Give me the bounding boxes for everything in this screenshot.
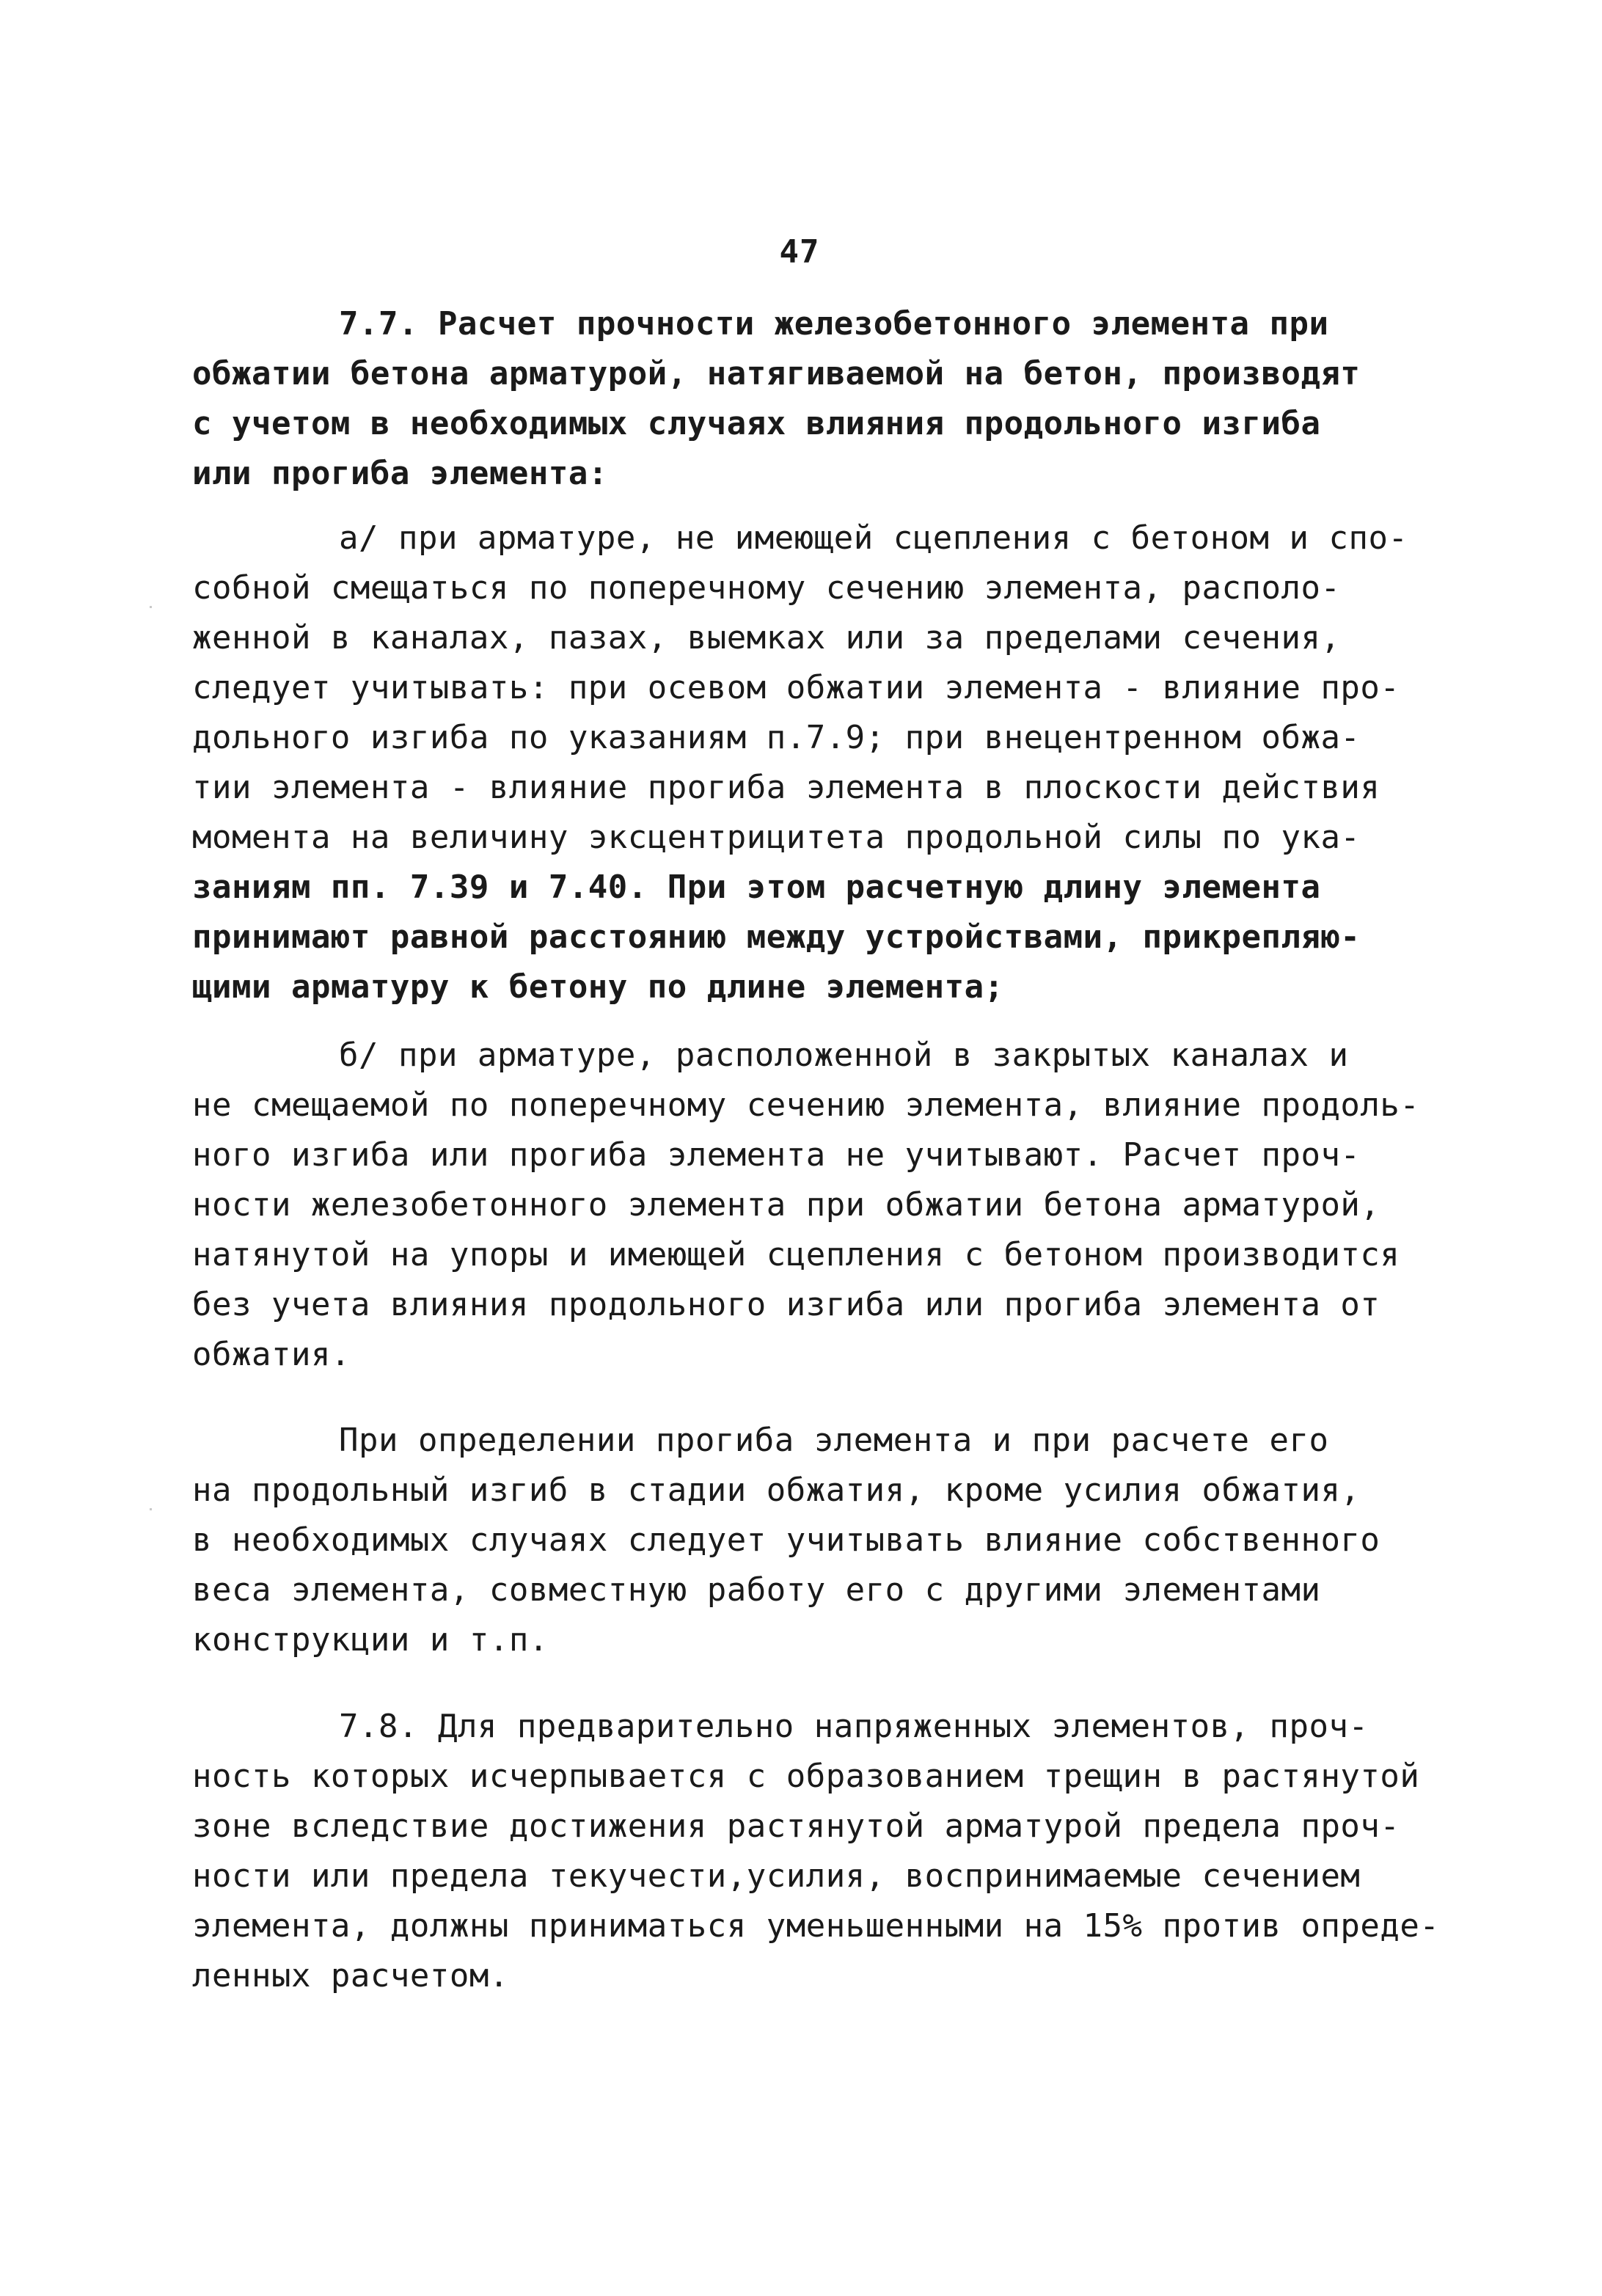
text-line: обжатии бетона арматурой, натягиваемой на бетон, производят: [192, 355, 1361, 392]
paragraph-a: [192, 513, 1439, 1012]
paragraph-7-7: [192, 299, 1439, 499]
paragraph-7-8: [192, 1702, 1439, 2001]
text-line: дольного изгиба по указаниям п.7.9; при внецентренном обжа-: [192, 719, 1361, 756]
text-line: зоне вследствие достижения растянутой арматурой предела проч-: [192, 1807, 1400, 1845]
text-line: на продольный изгиб в стадии обжатия, кроме усилия обжатия,: [192, 1471, 1361, 1509]
text-line: конструкции и т.п.: [192, 1621, 549, 1659]
text-line: При определении прогиба элемента и при расчете его: [339, 1422, 1329, 1459]
text-line: собной смещаться по поперечному сечению элемента, располо-: [192, 569, 1341, 607]
paragraph-b: [192, 1031, 1439, 1380]
text-line: веса элемента, совместную работу его с другими элементами: [192, 1571, 1321, 1609]
text-line: ность которых исчерпывается с образованием трещин в растянутой: [192, 1758, 1420, 1795]
text-line: ности железобетонного элемента при обжатии бетона арматурой,: [192, 1186, 1380, 1224]
text-line: следует учитывать: при осевом обжатии элемента - влияние про-: [192, 669, 1400, 706]
text-line: без учета влияния продольного изгиба или прогиба элемента от: [192, 1286, 1380, 1323]
text-line: обжатия.: [192, 1336, 351, 1373]
scan-mark: [150, 1508, 152, 1510]
paragraph-deflection: [192, 1416, 1439, 1665]
scan-mark: [150, 606, 152, 608]
text-line: или прогиба элемента:: [192, 455, 608, 492]
page-number: 47: [779, 233, 820, 271]
text-line: заниям пп. 7.39 и 7.40. При этом расчетную длину элемента: [192, 869, 1321, 906]
text-line: с учетом в необходимых случаях влияния продольного изгиба: [192, 405, 1321, 442]
text-line: а/ при арматуре, не имеющей сцепления с бетоном и спо-: [339, 519, 1408, 557]
text-line: ленных расчетом.: [192, 1957, 509, 1995]
text-line: 7.7. Расчет прочности железобетонного элемента при: [339, 305, 1329, 343]
text-line: ности или предела текучести,усилия, воспринимаемые сечением: [192, 1857, 1361, 1895]
text-line: натянутой на упоры и имеющей сцепления с бетоном производится: [192, 1236, 1400, 1273]
text-line: б/ при арматуре, расположенной в закрытых каналах и: [339, 1037, 1349, 1074]
text-line: элемента, должны приниматься уменьшенными на 15% против опреде-: [192, 1907, 1440, 1945]
text-line: принимают равной расстоянию между устройствами, прикрепляю-: [192, 918, 1361, 956]
text-line: 7.8. Для предварительно напряженных элементов, проч-: [339, 1708, 1369, 1745]
text-line: женной в каналах, пазах, выемках или за пределами сечения,: [192, 619, 1341, 657]
text-line: тии элемента - влияние прогиба элемента в плоскости действия: [192, 769, 1380, 806]
text-line: не смещаемой по поперечному сечению элемента, влияние продоль-: [192, 1086, 1420, 1124]
text-line: момента на величину эксцентрицитета продольной силы по ука-: [192, 819, 1361, 856]
text-line: щими арматуру к бетону по длине элемента;: [192, 968, 1004, 1006]
text-line: в необходимых случаях следует учитывать влияние собственного: [192, 1521, 1380, 1559]
text-line: ного изгиба или прогиба элемента не учитывают. Расчет проч-: [192, 1136, 1361, 1174]
